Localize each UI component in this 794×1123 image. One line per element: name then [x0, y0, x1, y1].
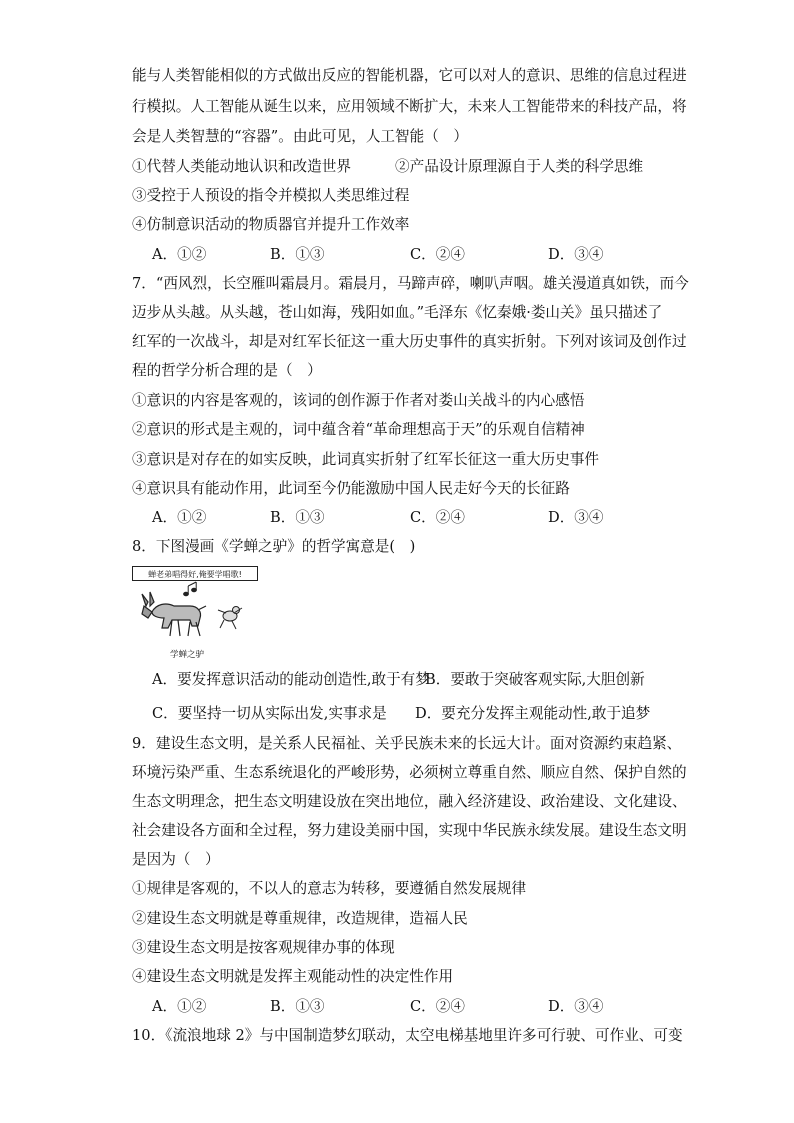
q8-option-c[interactable]: C．要坚持一切从实际出发,实事求是 — [152, 705, 387, 722]
q9-item-1: ①规律是客观的，不以人的意志为转移，要遵循自然发展规律 — [132, 880, 527, 897]
q7-option-c[interactable]: C．②④ — [410, 509, 465, 526]
q9-stem-line-4: 社会建设各方面和全过程，努力建设美丽中国，实现中华民族永续发展。建设生态文明 — [132, 822, 687, 839]
q8-stem: 8．下图漫画《学蝉之驴》的哲学寓意是( ) — [132, 538, 416, 555]
q9-item-2: ②建设生态文明就是尊重规律，改造规律，造福人民 — [132, 910, 468, 927]
q9-option-a[interactable]: A．①② — [152, 998, 207, 1015]
q9-stem-line-2: 环境污染严重、生态系统退化的严峻形势，必须树立尊重自然、顺应自然、保护自然的 — [132, 764, 687, 781]
q10-stem-line-1: 10．《流浪地球 2》与中国制造梦幻联动，太空电梯基地里许多可行驶、可作业、可变 — [132, 1027, 683, 1044]
q6-option-a[interactable]: A．①② — [152, 246, 207, 263]
q6-option-b[interactable]: B．①③ — [270, 246, 325, 263]
music-notes-icon — [184, 582, 197, 596]
q7-stem-line-1: 7．“西风烈，长空雁叫霜晨月。霜晨月，马蹄声碎，喇叭声咽。雄关漫道真如铁，而今 — [132, 275, 689, 292]
q9-item-3: ③建设生态文明是按客观规律办事的体现 — [132, 939, 395, 956]
q9-item-4: ④建设生态文明就是发挥主观能动性的决定性作用 — [132, 968, 454, 985]
comic-speech-text: 蝉老弟唱得好,俺要学唱歌! — [148, 570, 242, 579]
q6-item-2: ②产品设计原理源自于人类的科学思维 — [395, 158, 644, 175]
q6-item-4: ④仿制意识活动的物质器官并提升工作效率 — [132, 216, 410, 233]
q6-option-d[interactable]: D．③④ — [548, 246, 604, 263]
q7-item-1: ①意识的内容是客观的，该词的创作源于作者对娄山关战斗的内心感悟 — [132, 392, 585, 409]
q8-option-d[interactable]: D．要充分发挥主观能动性,敢于追梦 — [415, 705, 651, 722]
q7-option-d[interactable]: D．③④ — [548, 509, 604, 526]
q6-stem-line-1: 能与人类智能相似的方式做出反应的智能机器，它可以对人的意识、思维的信息过程进 — [132, 67, 687, 84]
q9-option-c[interactable]: C．②④ — [410, 998, 465, 1015]
q7-item-3: ③意识是对存在的如实反映，此词真实折射了红军长征这一重大历史事件 — [132, 451, 600, 468]
q7-stem-line-4: 程的哲学分析合理的是（ ） — [132, 362, 322, 379]
q7-stem-line-3: 红军的一次战斗，却是对红军长征这一重大历史事件的真实折射。下列对该词及创作过 — [132, 333, 687, 350]
q7-option-a[interactable]: A．①② — [152, 509, 207, 526]
q7-item-2: ②意识的形式是主观的，词中蕴含着“革命理想高于天”的乐观自信精神 — [132, 421, 585, 438]
q8-option-b[interactable]: B．要敢于突破客观实际,大胆创新 — [425, 671, 645, 688]
q7-stem-line-2: 迈步从头越。从头越，苍山如海，残阳如血。”毛泽东《忆秦娥·娄山关》虽只描述了 — [132, 304, 663, 321]
donkey-cicada-comic — [132, 566, 258, 664]
q6-option-c[interactable]: C．②④ — [410, 246, 465, 263]
comic-caption: 学蝉之驴 — [170, 650, 205, 660]
q6-stem-line-3: 会是人类智慧的“容器”。由此可见，人工智能（ ） — [132, 128, 468, 145]
q6-item-3: ③受控于人预设的指令并模拟人类思维过程 — [132, 187, 410, 204]
q9-option-b[interactable]: B．①③ — [270, 998, 325, 1015]
q8-option-a[interactable]: A．要发挥意识活动的能动创造性,敢于有梦 — [152, 671, 430, 688]
q9-stem-line-3: 生态文明理念，把生态文明建设放在突出地位，融入经济建设、政治建设、文化建设、 — [132, 793, 687, 810]
donkey-figure — [142, 592, 206, 636]
q6-stem-line-2: 行模拟。人工智能从诞生以来，应用领域不断扩大，未来人工智能带来的科技产品，将 — [132, 98, 687, 115]
q9-stem-line-1: 9．建设生态文明，是关系人民福祉、关乎民族未来的长远大计。面对资源约束趋紧、 — [132, 735, 682, 752]
q9-option-d[interactable]: D．③④ — [548, 998, 604, 1015]
q7-option-b[interactable]: B．①③ — [270, 509, 325, 526]
q6-item-1: ①代替人类能动地认识和改造世界 — [132, 158, 351, 175]
q9-stem-line-5: 是因为（ ） — [132, 851, 220, 868]
q7-item-4: ④意识具有能动作用，此词至今仍能激励中国人民走好今天的长征路 — [132, 480, 570, 497]
cicada-figure — [218, 607, 242, 630]
